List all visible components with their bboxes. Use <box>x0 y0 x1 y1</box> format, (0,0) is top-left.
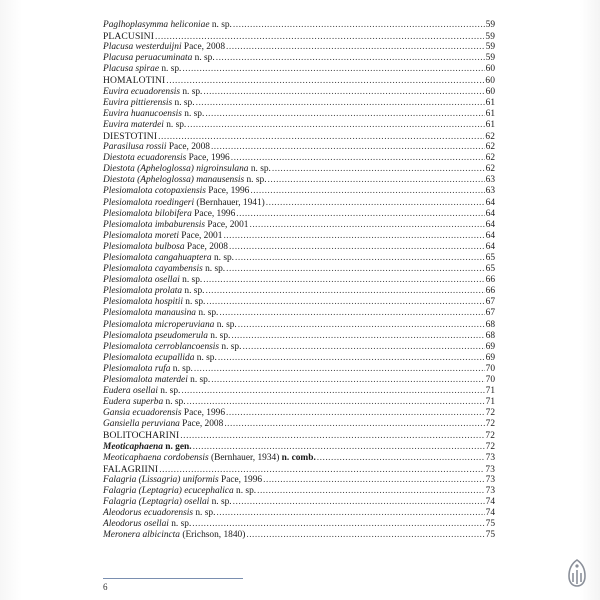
toc-page-number: 69 <box>485 341 495 352</box>
toc-entry <box>103 530 495 541</box>
toc-entry-text: n. sp. <box>211 252 234 263</box>
toc-page-number: 75 <box>485 530 495 541</box>
toc-entry-text: n. sp. <box>163 119 187 130</box>
toc-entry <box>103 142 495 153</box>
toc-entry-title <box>103 253 234 264</box>
toc-entry <box>103 442 495 453</box>
toc-leader-dots <box>205 286 484 297</box>
toc-entry-title <box>103 375 210 386</box>
toc-entry-title <box>103 198 265 209</box>
toc-entry-text: Pace, 2001 <box>205 219 249 230</box>
toc-leader-dots <box>187 397 485 408</box>
toc-entry-title <box>103 519 191 530</box>
toc-entry-text: n. gen. <box>162 441 192 452</box>
toc-leader-dots <box>216 53 485 64</box>
toc-entry <box>103 297 495 308</box>
toc-tribe-heading <box>103 430 495 441</box>
toc-page-number: 62 <box>485 131 495 142</box>
toc-entry-title <box>103 297 205 308</box>
toc-entry-text: Plesiomalota ecupallida <box>103 352 195 363</box>
toc-page-number: 72 <box>485 441 495 452</box>
toc-leader-dots <box>229 242 485 253</box>
toc-entry-title <box>103 408 225 419</box>
toc-leader-dots <box>235 253 485 264</box>
toc-entry <box>103 220 495 231</box>
toc-entry-title <box>103 386 180 397</box>
toc-page-number: 60 <box>485 76 495 87</box>
toc-entry-text: Pace, 2001 <box>178 230 223 241</box>
toc-entry-text: Plesiomalota bilobifera <box>103 208 192 219</box>
toc-entry-text: n. comb. <box>281 452 316 463</box>
toc-entry-text: n. sp. <box>209 20 232 30</box>
toc-entry-title <box>103 131 157 142</box>
toc-entry-title <box>103 109 204 120</box>
toc-entry-text: n. sp. <box>219 341 242 352</box>
toc-leader-dots <box>233 20 485 31</box>
toc-entry-title <box>103 75 165 86</box>
toc-entry-text: n. sp. <box>202 264 226 275</box>
toc-entry <box>103 419 495 430</box>
toc-page-number: 70 <box>485 363 495 374</box>
toc-entry-text: n. sp. <box>179 275 203 286</box>
toc-page-number: 61 <box>485 97 495 108</box>
toc-leader-dots <box>192 519 484 530</box>
toc-leader-dots <box>203 87 484 98</box>
toc-entry <box>103 242 495 253</box>
toc-entry-title <box>103 453 316 464</box>
toc-page-number: 62 <box>485 164 495 175</box>
toc-entry-text: Falagria (Leptagria) osellai <box>103 497 210 508</box>
toc-entry <box>103 386 495 397</box>
toc-entry-text: Plesiomalota osellai <box>103 275 180 286</box>
toc-entry-text: PLACUSINI <box>103 31 155 43</box>
toc-entry <box>103 475 495 486</box>
toc-entry-title <box>103 497 232 508</box>
toc-page-number: 61 <box>485 108 495 119</box>
toc-entry-title <box>103 231 222 242</box>
toc-entry-title <box>103 486 256 497</box>
publisher-logo-icon <box>566 558 588 588</box>
toc-entry-text: n. sp. <box>179 86 203 97</box>
toc-page-number: 72 <box>485 431 495 442</box>
toc-entry-title <box>103 153 230 164</box>
toc-entry-text: Plesiomalota rufa <box>103 363 171 374</box>
toc-entry <box>103 64 495 75</box>
toc-entry-text: Plesiomalota materdei <box>103 375 188 385</box>
toc-leader-dots <box>231 331 484 342</box>
toc-entry <box>103 264 495 275</box>
toc-entry <box>103 231 495 242</box>
toc-entry-text: Plesiomalota cayambensis <box>103 264 203 275</box>
toc-leader-dots <box>224 419 484 430</box>
toc-entry <box>103 408 495 419</box>
toc-entry <box>103 53 495 64</box>
toc-leader-dots <box>211 142 485 153</box>
toc-entry-text: (Erichson, 1840) <box>179 530 246 541</box>
toc-entry <box>103 87 495 98</box>
toc-entry-text: Meronera albicincta <box>103 530 180 541</box>
toc-entry <box>103 209 495 220</box>
toc-entry-text: Falagria (Lissagria) uniformis <box>103 474 219 485</box>
toc-entry-text: n. sp. <box>182 297 206 308</box>
toc-leader-dots <box>246 530 484 541</box>
toc-leader-dots <box>226 408 485 419</box>
toc-entry-text: Pace, 1996 <box>191 208 236 219</box>
toc-leader-dots <box>263 475 485 486</box>
toc-entry-text: n. sp. <box>192 53 215 64</box>
toc-page-number: 66 <box>485 286 495 297</box>
toc-page-number: 64 <box>485 230 495 241</box>
toc-entry <box>103 397 495 408</box>
toc-entry-text: Pace, 1996 <box>218 474 263 485</box>
toc-entry-text: Diestota ecuadorensis <box>103 153 187 164</box>
toc-entry <box>103 342 495 353</box>
toc-entry <box>103 253 495 264</box>
toc-entry-text: n. sp. <box>187 375 211 385</box>
toc-entry-text: Placusa peruacuminata <box>103 53 193 64</box>
toc-entry <box>103 186 495 197</box>
toc-page-number: 70 <box>485 375 495 385</box>
toc-page-number: 64 <box>485 197 495 208</box>
toc-entry-title <box>103 186 249 197</box>
toc-entry <box>103 198 495 209</box>
toc-entry-text: Plesiomalota cerroblancoensis <box>103 341 220 352</box>
toc-entry-title <box>103 64 181 75</box>
toc-entry-text: Plesiomalota cotopaxiensis <box>103 186 206 197</box>
toc-entry-text: n. sp. <box>248 164 271 175</box>
toc-entry-title <box>103 353 217 364</box>
toc-entry <box>103 20 495 31</box>
toc-page-number: 60 <box>485 64 495 75</box>
toc-page-number: 66 <box>485 275 495 286</box>
toc-entry-title <box>103 508 215 519</box>
toc-entry <box>103 120 495 131</box>
toc-page-number: 63 <box>485 175 495 186</box>
toc-entry-text: Eudera osellai <box>103 386 158 397</box>
toc-page-number: 65 <box>485 252 495 263</box>
toc-entry-title <box>103 442 192 453</box>
toc-entry-text: Plesiomalota microperuviana <box>103 319 215 330</box>
toc-leader-dots <box>216 508 484 519</box>
toc-entry <box>103 364 495 375</box>
toc-page-number: 59 <box>485 20 495 30</box>
toc-entry-text: Euvira huanucoensis <box>103 108 182 119</box>
toc-entry-text: Parasilusa rossii <box>103 142 167 153</box>
toc-entry <box>103 486 495 497</box>
toc-entry-title <box>103 286 204 297</box>
toc-leader-dots <box>182 64 484 75</box>
toc-page-number: 75 <box>485 519 495 530</box>
toc-entry-text: Pace, 2008 <box>166 142 210 153</box>
toc-entry-title <box>103 175 267 186</box>
toc-tribe-heading <box>103 31 495 42</box>
toc-entry <box>103 275 495 286</box>
toc-page-number: 67 <box>485 308 495 319</box>
toc-leader-dots <box>272 164 485 175</box>
toc-page-number: 59 <box>485 42 495 53</box>
toc-entry <box>103 286 495 297</box>
toc-entry-title <box>103 120 186 131</box>
toc-leader-dots <box>219 308 484 319</box>
toc-entry-title <box>103 464 158 475</box>
toc-leader-dots <box>226 264 484 275</box>
toc-page-number: 71 <box>485 386 495 397</box>
toc-leader-dots <box>181 386 484 397</box>
toc-entry <box>103 164 495 175</box>
toc-entry-text: Placusa spirae <box>103 64 159 75</box>
toc-entry-text: Pace, 2008 <box>184 241 228 252</box>
toc-entry-text: Plesiomalota prolata <box>103 286 183 297</box>
toc-entry-text: n. sp. <box>233 485 257 496</box>
toc-leader-dots <box>193 442 485 453</box>
toc-leader-dots <box>257 486 485 497</box>
toc-entry-text: Plesiomalota imbaburensis <box>103 219 205 230</box>
toc-leader-dots <box>194 364 485 375</box>
toc-leader-dots <box>226 42 485 53</box>
toc-leader-dots <box>205 109 484 120</box>
toc-entry-text: Aleodorus osellai <box>103 519 169 530</box>
table-of-contents <box>103 20 495 541</box>
toc-entry <box>103 98 495 109</box>
toc-entry-text: n. sp. <box>170 363 193 374</box>
toc-entry-title <box>103 419 223 430</box>
toc-leader-dots <box>158 131 484 142</box>
toc-entry-title <box>103 209 235 220</box>
toc-tribe-heading <box>103 75 495 86</box>
toc-entry-text: Plesiomalota manausina <box>103 308 196 319</box>
toc-entry-text: Meoticaphaena cordobensis <box>103 452 209 463</box>
toc-entry-title <box>103 320 237 331</box>
toc-entry-text: Plesiomalota moreti <box>103 230 179 241</box>
toc-entry-title <box>103 342 241 353</box>
toc-entry-text: Pace, 2008 <box>181 42 226 53</box>
toc-page-number: 69 <box>485 352 495 363</box>
toc-leader-dots <box>317 453 485 464</box>
toc-page-number: 74 <box>485 508 495 519</box>
toc-entry-text: n. sp. <box>181 108 205 119</box>
toc-entry-title <box>103 530 245 541</box>
toc-entry-title <box>103 87 202 98</box>
toc-leader-dots <box>206 297 484 308</box>
page-number: 6 <box>103 582 108 592</box>
toc-entry-title <box>103 98 195 109</box>
toc-entry-title <box>103 275 202 286</box>
toc-entry-text: n. sp. <box>244 175 267 186</box>
toc-page-number: 61 <box>485 119 495 130</box>
toc-page-number: 62 <box>485 142 495 153</box>
toc-entry-text: Pace, 1996 <box>181 408 226 419</box>
toc-leader-dots <box>211 375 484 386</box>
toc-leader-dots <box>266 198 485 209</box>
toc-page-number: 64 <box>485 208 495 219</box>
toc-leader-dots <box>233 497 485 508</box>
toc-page-number: 73 <box>485 474 495 485</box>
toc-entry-text: Plesiomalota pseudomerula <box>103 330 208 341</box>
toc-tribe-heading <box>103 464 495 475</box>
toc-entry-title <box>103 142 210 153</box>
toc-leader-dots <box>250 186 484 197</box>
toc-leader-dots <box>238 320 485 331</box>
toc-entry-text: Plesiomalota roedingeri <box>103 197 195 208</box>
toc-entry <box>103 175 495 186</box>
toc-entry-text: n. sp. <box>157 386 181 397</box>
toc-entry <box>103 508 495 519</box>
toc-page-number: 62 <box>485 153 495 164</box>
toc-entry-title <box>103 331 230 342</box>
toc-page-number: 73 <box>485 452 495 463</box>
toc-leader-dots <box>187 120 484 131</box>
toc-page-number: 59 <box>485 32 495 43</box>
toc-page-number: 72 <box>485 408 495 419</box>
toc-entry-text: Pace, 1996 <box>186 153 230 164</box>
toc-entry <box>103 331 495 342</box>
toc-entry-text: n. sp. <box>195 308 219 319</box>
toc-entry-text: BOLITOCHARINI <box>103 430 180 442</box>
toc-entry-text: Plesiomalota hospitii <box>103 297 183 308</box>
toc-leader-dots <box>203 275 484 286</box>
toc-entry-text: FALAGRIINI <box>103 463 159 475</box>
toc-entry-text: Paglhoplasymma heliconiae <box>103 20 210 30</box>
toc-entry-title <box>103 242 228 253</box>
toc-leader-dots <box>196 98 485 109</box>
toc-entry-text: HOMALOTINI <box>103 75 166 87</box>
toc-tribe-heading <box>103 131 495 142</box>
toc-entry-text: Plesiomalota bulbosa <box>103 241 185 252</box>
toc-entry <box>103 375 495 386</box>
toc-entry-text: Diestota (Apheloglossa) nigroinsulana <box>103 164 249 175</box>
toc-entry-title <box>103 475 262 486</box>
toc-leader-dots <box>249 220 484 231</box>
toc-leader-dots <box>159 464 484 475</box>
toc-entry-text: n. sp. <box>209 497 232 508</box>
toc-entry-text: n. sp. <box>159 64 182 75</box>
toc-page-number: 73 <box>485 464 495 475</box>
toc-page-number: 73 <box>485 485 495 496</box>
toc-entry-text: Eudera superba <box>103 397 164 408</box>
toc-entry-text: Euvira materdei <box>103 119 164 130</box>
toc-page-number: 67 <box>485 297 495 308</box>
toc-page-number: 60 <box>485 86 495 97</box>
toc-entry-text: Euvira pittierensis <box>103 97 173 108</box>
footer-rule <box>103 578 243 579</box>
toc-entry-title <box>103 220 248 231</box>
toc-entry <box>103 320 495 331</box>
toc-entry-title <box>103 308 218 319</box>
toc-entry <box>103 308 495 319</box>
toc-entry-text: Gansiella peruviana <box>103 419 180 430</box>
toc-leader-dots <box>242 342 484 353</box>
toc-page-number: 65 <box>485 264 495 275</box>
toc-entry <box>103 519 495 530</box>
toc-entry-text: Euvira ecuadorensis <box>103 86 180 97</box>
toc-page-number: 74 <box>485 497 495 508</box>
toc-entry <box>103 42 495 53</box>
toc-entry-title <box>103 364 193 375</box>
toc-entry-title <box>103 397 186 408</box>
toc-entry-text: n. sp. <box>168 519 192 530</box>
toc-entry <box>103 153 495 164</box>
toc-entry-text: Plesiomalota cangahuaptera <box>103 252 212 263</box>
toc-entry-title <box>103 164 271 175</box>
toc-entry-text: n. sp. <box>182 286 205 297</box>
toc-entry-text: n. sp. <box>194 352 217 363</box>
toc-entry-title <box>103 430 179 441</box>
toc-entry-text: Diestota (Apheloglossa) manausensis <box>103 175 245 186</box>
toc-entry <box>103 497 495 508</box>
toc-entry-text: Pace, 2008 <box>179 419 224 430</box>
toc-page-number: 64 <box>485 241 495 252</box>
toc-leader-dots <box>223 231 484 242</box>
toc-entry-title <box>103 264 225 275</box>
toc-leader-dots <box>180 430 484 441</box>
toc-entry-text: Aleodorus ecuadorensis <box>103 508 194 519</box>
toc-page-number: 68 <box>485 319 495 330</box>
toc-entry-title <box>103 53 215 64</box>
toc-page-number: 64 <box>485 219 495 230</box>
toc-entry <box>103 109 495 120</box>
toc-entry-text: Placusa westerduijni <box>103 42 182 53</box>
toc-entry-text: Meoticaphaena <box>103 441 163 452</box>
toc-entry <box>103 453 495 464</box>
toc-page-number: 71 <box>485 397 495 408</box>
toc-entry-title <box>103 20 232 31</box>
toc-entry-text: n. sp. <box>214 319 237 330</box>
toc-leader-dots <box>155 31 484 42</box>
toc-entry-text: Falagria (Leptagria) ecucephalica <box>103 485 234 496</box>
toc-entry-text: n. sp. <box>163 397 186 408</box>
toc-entry <box>103 353 495 364</box>
toc-entry-text: n. sp. <box>193 508 216 519</box>
toc-entry-text: (Bernhauer, 1941) <box>194 197 265 208</box>
toc-page-number: 68 <box>485 330 495 341</box>
toc-entry-text: DIESTOTINI <box>103 130 158 142</box>
toc-leader-dots <box>268 175 485 186</box>
toc-leader-dots <box>218 353 485 364</box>
toc-entry-text: (Bernhauer, 1934) <box>208 452 282 463</box>
toc-entry-text: n. sp. <box>172 97 195 108</box>
toc-page-number: 72 <box>485 419 495 430</box>
toc-entry-title <box>103 42 225 53</box>
toc-page-number: 63 <box>485 186 495 197</box>
toc-page-number: 59 <box>485 53 495 64</box>
toc-entry-title <box>103 31 154 42</box>
toc-leader-dots <box>231 153 485 164</box>
toc-leader-dots <box>166 75 484 86</box>
toc-leader-dots <box>236 209 484 220</box>
toc-entry-text: Gansia ecuadorensis <box>103 408 182 419</box>
toc-entry-text: n. sp. <box>207 330 231 341</box>
toc-entry-text: Pace, 1996 <box>205 186 250 197</box>
